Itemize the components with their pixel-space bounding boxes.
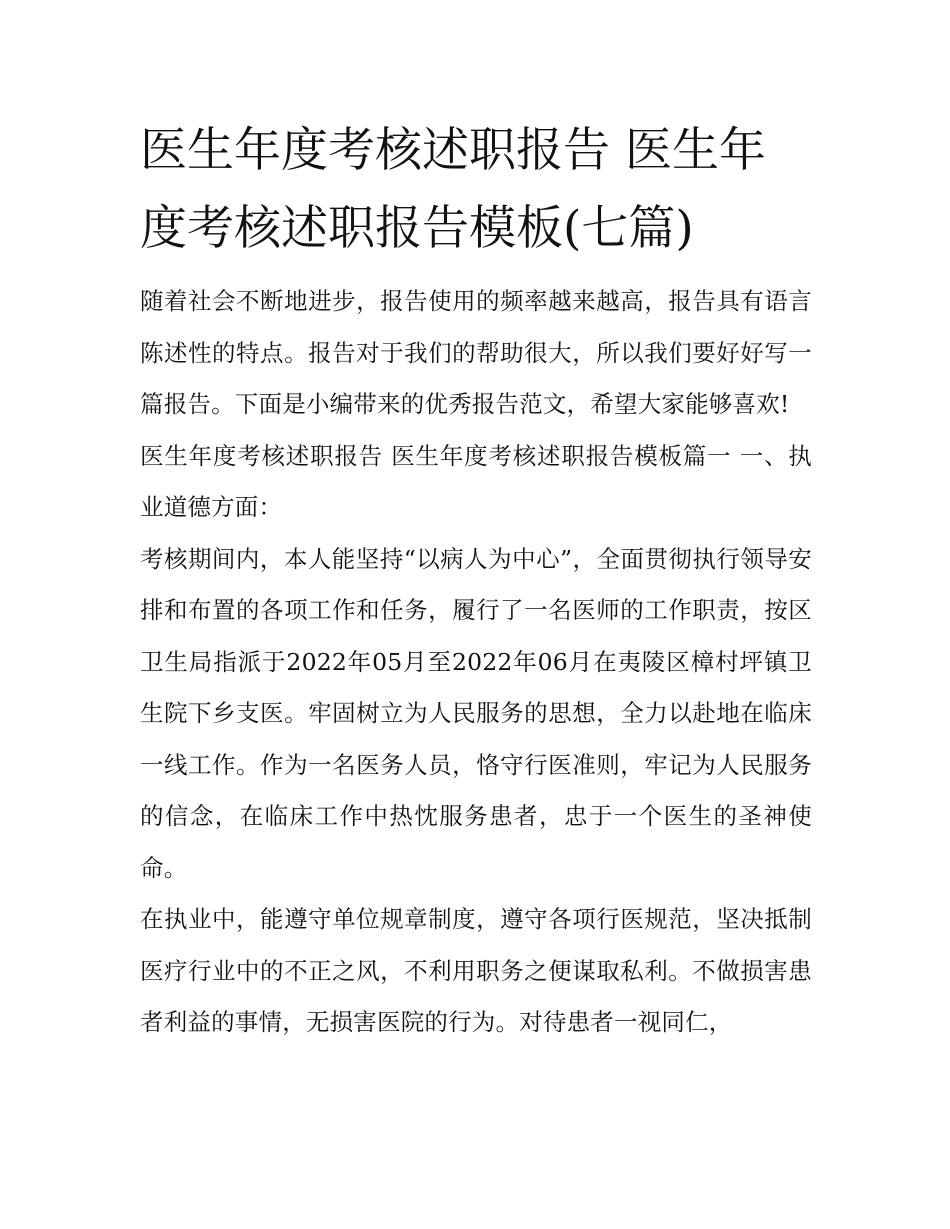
section-heading-paragraph: 医生年度考核述职报告 医生年度考核述职报告模板篇一 一、执业道德方面： — [140, 441, 812, 521]
intro-paragraph: 随着社会不断地进步，报告使用的频率越来越高，报告具有语言陈述性的特点。报告对于我们的帮助很大，所以我们要好好写一篇报告。下面是小编带来的优秀报告范文，希望大家能够喜欢! — [140, 287, 812, 418]
body-paragraph: 在执业中，能遵守单位规章制度，遵守各项行医规范，坚决抵制医疗行业中的不正之风，不利用职务之便谋取私利。不做损害患者利益的事情，无损害医院的行为。对待患者一视同仁， — [140, 905, 812, 1036]
document-title: 医生年度考核述职报告 医生年度考核述职报告模板(七篇) — [140, 123, 766, 256]
body-paragraph: 考核期间内，本人能坚持“以病人为中心”，全面贯彻执行领导安排和布置的各项工作和任务，履行了一名医师的工作职责，按区卫生局指派于2022年05月至2022年06月在夷陵区樟村坪镇卫生院下乡支医。牢固树立为人民服务的思想，全力以赴地在临床一线工作。作为一名医务人员，恪守行医准则，牢记为人民服务的信念，在临床工作中热忱服务患者，忠于一个医生的圣神使命。 — [140, 544, 812, 882]
document-body — [140, 112, 812, 1049]
